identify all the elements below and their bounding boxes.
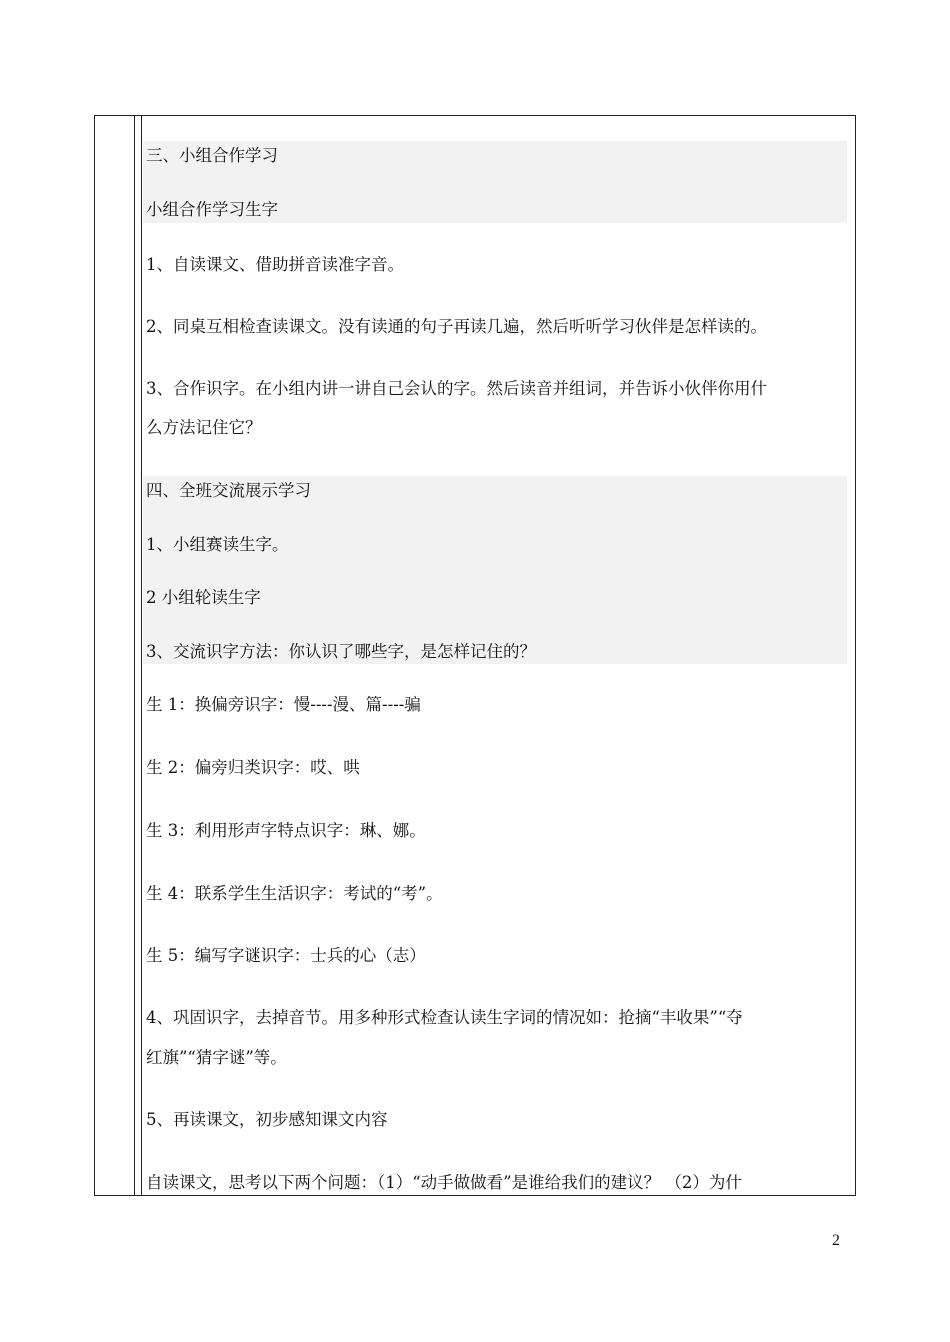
text-line: 生 4：联系学生生活识字：考试的“考”。 xyxy=(146,884,443,903)
text-line: 1、小组赛读生字。 xyxy=(146,535,289,554)
text-line: 生 5：编写字谜识字：士兵的心（志） xyxy=(146,946,426,965)
highlight-band xyxy=(143,476,847,664)
page-number: 2 xyxy=(832,1232,840,1249)
text-line: 3、合作识字。在小组内讲一讲自己会认的字。然后读音并组词，并告诉小伙伴你用什 xyxy=(146,379,767,398)
column-divider xyxy=(141,116,142,1195)
text-line: 4、巩固识字，去掉音节。用多种形式检查认读生字词的情况如：抢摘“丰收果”“夺 xyxy=(146,1008,743,1027)
text-line: 生 1：换偏旁识字：慢----漫、篇----骗 xyxy=(146,695,421,714)
section-heading: 四、全班交流展示学习 xyxy=(146,481,311,500)
text-line: 生 2：偏旁归类识字：哎、哄 xyxy=(146,758,360,777)
column-divider xyxy=(134,116,135,1195)
text-line: 小组合作学习生字 xyxy=(146,200,278,219)
text-line: 1、自读课文、借助拼音读准字音。 xyxy=(146,255,404,274)
text-line: 5、再读课文，初步感知课文内容 xyxy=(146,1110,388,1129)
text-line: 生 3：利用形声字特点识字：琳、娜。 xyxy=(146,821,426,840)
text-line: 2 小组轮读生字 xyxy=(146,588,261,607)
text-line: 3、交流识字方法：你认识了哪些字，是怎样记住的？ xyxy=(146,642,536,661)
text-line: 自读课文，思考以下两个问题：（1）“动手做做看”是谁给我们的建议？ （2）为什 xyxy=(146,1173,742,1192)
section-heading: 三、小组合作学习 xyxy=(146,146,278,165)
text-line: 红旗”“猜字谜”等。 xyxy=(146,1048,287,1067)
text-line: 么方法记住它？ xyxy=(146,418,262,437)
text-line: 2、同桌互相检查读课文。没有读通的句子再读几遍，然后听听学习伙伴是怎样读的。 xyxy=(146,317,767,336)
